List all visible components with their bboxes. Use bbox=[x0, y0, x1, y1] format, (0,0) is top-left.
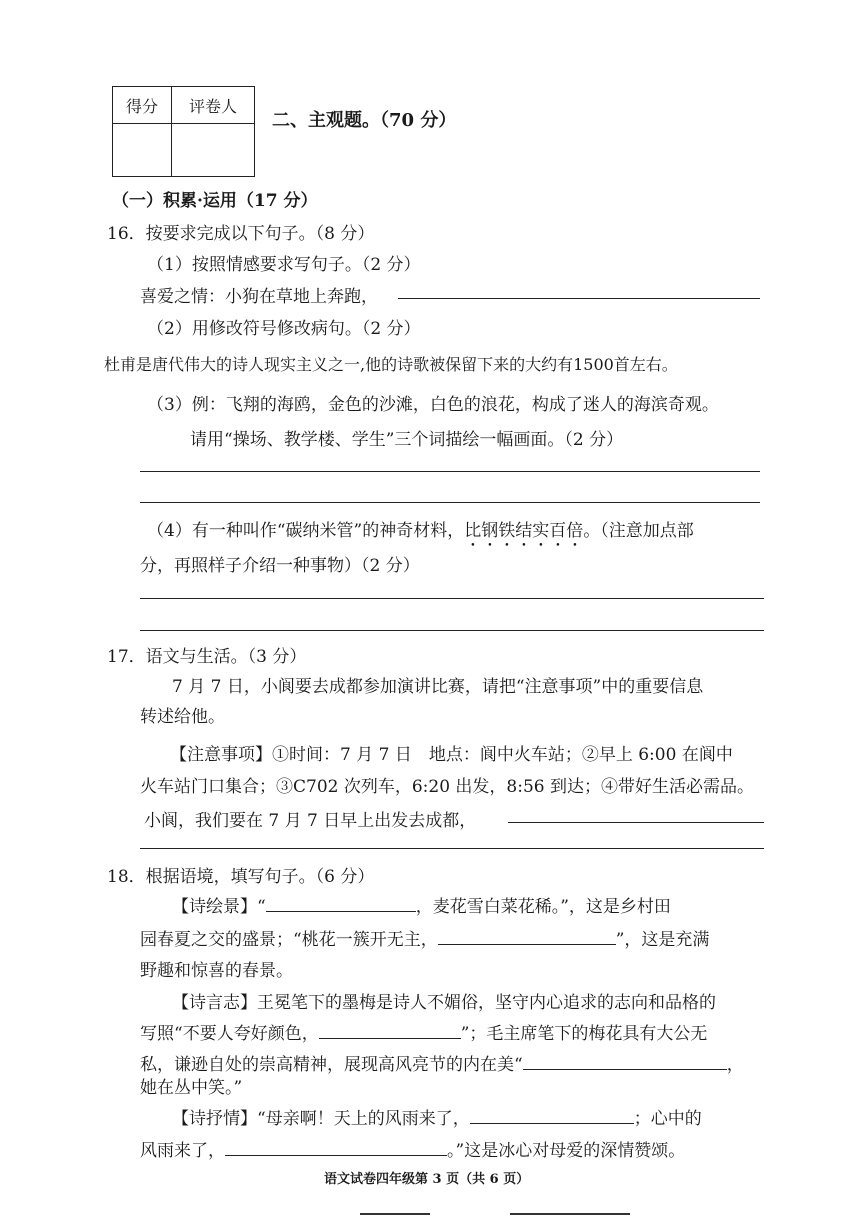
bottom-edge-mark-1 bbox=[360, 1213, 430, 1215]
q18-p2-line-2 bbox=[140, 1019, 707, 1044]
q18-p3-line-2 bbox=[140, 1136, 685, 1161]
bottom-edge-mark-2 bbox=[510, 1213, 630, 1215]
q18-p1-a: 【诗绘景】“ bbox=[172, 897, 266, 917]
q18-p2-f: 她在丛中笑。” bbox=[140, 1078, 243, 1098]
grader-cell[interactable] bbox=[172, 124, 255, 177]
score-label: 得分 bbox=[113, 87, 172, 124]
q16-s1-prompt: 喜爱之情：小狗在草地上奔跑， bbox=[140, 287, 378, 307]
q16-title: 16．按要求完成以下句子。（8 分） bbox=[107, 224, 375, 244]
q18-p2-c: ”；毛主席笔下的梅花具有大公无 bbox=[460, 1024, 708, 1044]
q16-s4-line bbox=[147, 516, 694, 551]
q18-p3-b: ；心中的 bbox=[633, 1109, 702, 1129]
q16-s4-pre: （4）有一种叫作“碳纳米管”的神奇材料， bbox=[147, 521, 465, 541]
q16-s3-answer-line-1[interactable] bbox=[140, 471, 760, 472]
q18-title: 18．根据语境，填写句子。（6 分） bbox=[107, 867, 375, 887]
section-title: 二、主观题。（70 分） bbox=[272, 110, 457, 131]
q18-blank-5[interactable] bbox=[470, 1105, 634, 1124]
q18-blank-6[interactable] bbox=[225, 1137, 447, 1156]
q16-s4-cont: 分，再照样子介绍一种事物）（2 分） bbox=[140, 556, 420, 576]
q18-blank-2[interactable] bbox=[438, 926, 616, 945]
score-table bbox=[112, 86, 255, 177]
q18-p2-b: 写照“不要人夸好颜色， bbox=[140, 1024, 319, 1044]
q16-s4-answer-line-1[interactable] bbox=[140, 598, 764, 599]
q16-s3-task: 请用“操场、教学楼、学生”三个词描绘一幅画面。（2 分） bbox=[190, 430, 624, 450]
q18-p3-d: 。”这是冰心对母爱的深情赞颂。 bbox=[447, 1141, 686, 1161]
q18-p3-a: 【诗抒情】“母亲啊！天上的风雨来了， bbox=[172, 1109, 470, 1129]
q16-s1-title: （1）按照情感要求写句子。（2 分） bbox=[147, 255, 421, 275]
q18-blank-1[interactable] bbox=[266, 893, 416, 912]
q18-blank-3[interactable] bbox=[319, 1020, 461, 1039]
q16-s4-answer-line-2[interactable] bbox=[140, 630, 764, 631]
q18-p1-e: 野趣和惊喜的春景。 bbox=[140, 961, 293, 981]
q18-p1-d: ”，这是充满 bbox=[615, 930, 710, 950]
q18-p1-line-2 bbox=[140, 925, 709, 950]
q17-answer-line-1[interactable] bbox=[508, 822, 764, 823]
q17-answer-prompt: 小阆，我们要在 7 月 7 日早上出发去成都， bbox=[144, 811, 477, 831]
page-footer: 语文试卷四年级第 3 页（共 6 页） bbox=[324, 1172, 530, 1187]
q16-s3-answer-line-2[interactable] bbox=[140, 502, 760, 503]
q18-p1-c: 园春夏之交的盛景；“桃花一簇开无主， bbox=[140, 930, 438, 950]
q18-p3-line-1 bbox=[172, 1104, 702, 1129]
q18-blank-4[interactable] bbox=[523, 1051, 727, 1070]
q17-intro-2: 转述给他。 bbox=[140, 707, 225, 727]
q18-p1-b: ，麦花雪白菜花稀。”，这是乡村田 bbox=[415, 897, 671, 917]
q18-p1-line-1 bbox=[172, 892, 671, 917]
q18-p2-line-3 bbox=[140, 1050, 744, 1075]
part-title: （一）积累·运用（17 分） bbox=[112, 191, 318, 211]
q17-answer-line-2[interactable] bbox=[140, 848, 764, 849]
q18-p2-a: 【诗言志】王冕笔下的墨梅是诗人不媚俗，坚守内心追求的志向和品格的 bbox=[172, 993, 716, 1013]
q17-title: 17．语文与生活。（3 分） bbox=[107, 647, 307, 667]
score-cell[interactable] bbox=[113, 124, 172, 177]
q16-s4-post: 。（注意加点部 bbox=[583, 521, 694, 541]
q18-p3-c: 风雨来了， bbox=[140, 1141, 225, 1161]
q17-notice-2: 火车站门口集合；③C702 次列车，6:20 出发，8:56 到达；④带好生活必需品。 bbox=[140, 777, 755, 797]
q18-p2-e: ， bbox=[726, 1055, 744, 1075]
q16-s3-example: （3）例：飞翔的海鸥，金色的沙滩，白色的浪花，构成了迷人的海滨奇观。 bbox=[147, 395, 719, 415]
q18-p2-d: 私，谦逊自处的崇高精神，展现高风亮节的内在美“ bbox=[140, 1055, 523, 1075]
q17-notice-1: 【注意事项】①时间：7 月 7 日 地点：阆中火车站；②早上 6:00 在阆中 bbox=[170, 745, 733, 765]
q16-s2-sentence: 杜甫是唐代伟大的诗人现实主义之一,他的诗歌被保留下来的大约有1500首左右。 bbox=[104, 355, 678, 374]
q17-intro-1: 7 月 7 日，小阆要去成都参加演讲比赛，请把“注意事项”中的重要信息 bbox=[172, 677, 704, 697]
grader-label: 评卷人 bbox=[172, 87, 255, 124]
q16-s1-answer-line[interactable] bbox=[398, 298, 760, 299]
q16-s4-dotted: 比钢铁结实百倍 bbox=[464, 521, 584, 541]
q16-s2-title: （2）用修改符号修改病句。（2 分） bbox=[147, 319, 421, 339]
